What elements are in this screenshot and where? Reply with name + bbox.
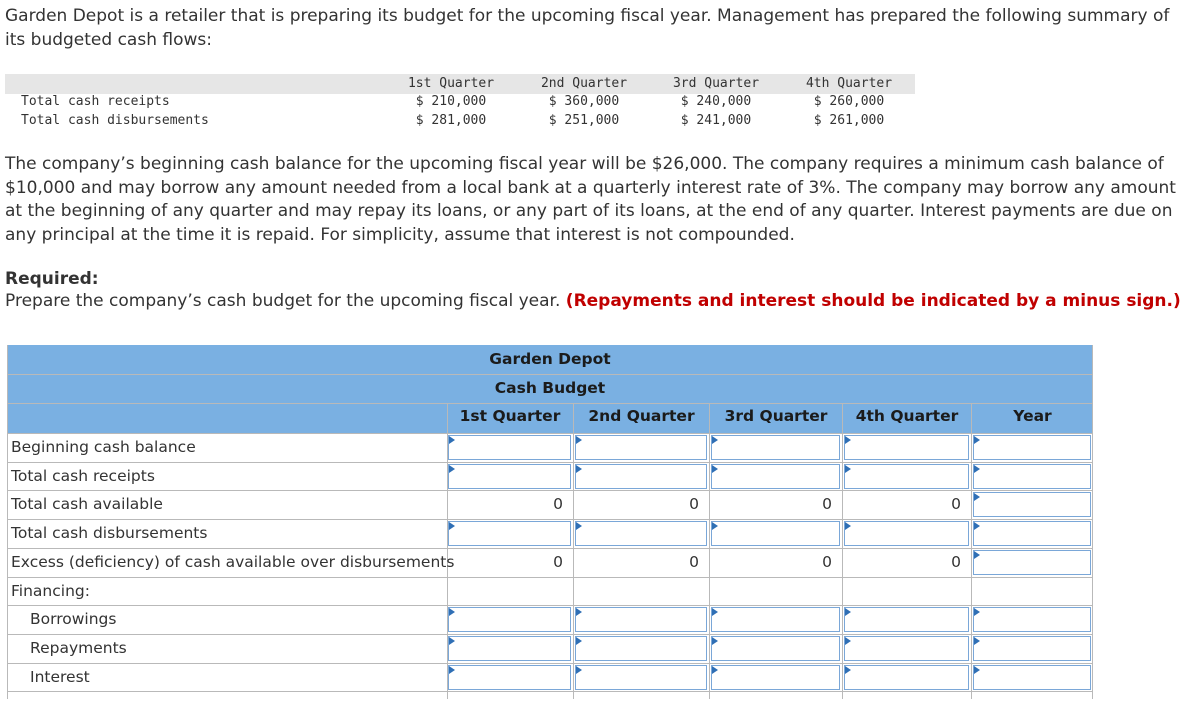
grid-hline [7,462,1093,463]
column-header-q3: 3rd Quarter [724,407,828,425]
amount-input[interactable] [844,607,969,632]
summary-disb-q4: $ 261,000 [813,113,885,128]
amount-input[interactable] [973,492,1091,517]
amount-input[interactable] [711,636,840,661]
input-marker-icon [576,522,582,530]
problem-paragraph: The company’s beginning cash balance for the upcoming fiscal year will be $26,000. The company requires a minimum cash balance of $10,000 and may borrow any amount needed from a local bank at a quarterly interest rate of 3%. The company may borrow any amount at the beginning of any quarter and may repay its loans, or any part of its loans, at the end of any quarter. Interest payments are due on any principal at the time it is repaid. For simplicity, assume that interest is not compounded. [5,154,1176,245]
amount-input[interactable] [973,435,1091,460]
summary-receipts-q2: $ 360,000 [548,94,620,109]
summary-header-q4: 4th Quarter [805,76,893,91]
row-label: Repayments [30,638,127,657]
row-label: Borrowings [30,610,117,629]
amount-input[interactable] [711,521,840,546]
amount-input[interactable] [575,607,707,632]
required-text: Prepare the company’s cash budget for the upcoming fiscal year. [5,291,561,311]
row-label: Interest [30,667,90,686]
input-marker-icon [576,637,582,645]
input-marker-icon [576,436,582,444]
amount-input[interactable] [844,435,969,460]
input-marker-icon [974,551,980,559]
input-marker-icon [845,637,851,645]
amount-input[interactable] [973,521,1091,546]
input-marker-icon [449,465,455,473]
row-label: Excess (deficiency) of cash available over disbursements [11,552,455,571]
amount-input[interactable] [575,521,707,546]
amount-input[interactable] [973,665,1091,690]
amount-input[interactable] [973,464,1091,489]
input-marker-icon [576,465,582,473]
amount-input[interactable] [448,607,571,632]
summary-disb-q2: $ 251,000 [548,113,620,128]
amount-input[interactable] [711,607,840,632]
required-instruction [5,291,1181,311]
grid-hline [7,577,1093,578]
input-marker-icon [449,637,455,645]
summary-header-q3: 3rd Quarter [672,76,760,91]
grid-vline [842,403,843,699]
column-header-q2: 2nd Quarter [588,407,695,425]
column-header-q1: 1st Quarter [459,407,561,425]
computed-value: 0 [951,495,961,514]
amount-input[interactable] [575,665,707,690]
amount-input[interactable] [448,435,571,460]
input-marker-icon [974,666,980,674]
grid-hline [7,548,1093,549]
input-marker-icon [712,666,718,674]
input-marker-icon [449,522,455,530]
summary-row-receipts-label: Total cash receipts [21,94,170,109]
row-label: Total cash receipts [11,466,155,485]
summary-disb-q3: $ 241,000 [680,113,752,128]
summary-receipts-q1: $ 210,000 [415,94,487,109]
grid-vline [971,403,972,699]
summary-header-q2: 2nd Quarter [540,76,628,91]
input-marker-icon [449,436,455,444]
computed-value: 0 [951,552,961,571]
column-header-q4: 4th Quarter [855,407,959,425]
input-marker-icon [712,522,718,530]
input-marker-icon [974,522,980,530]
row-label: Beginning cash balance [11,438,196,456]
grid-hline [7,663,1093,664]
input-marker-icon [712,608,718,616]
computed-value: 0 [553,552,563,571]
budget-title: Cash Budget [494,379,606,397]
amount-input[interactable] [844,665,969,690]
amount-input[interactable] [448,521,571,546]
input-marker-icon [712,436,718,444]
input-marker-icon [576,666,582,674]
grid-vline [1092,345,1093,699]
amount-input[interactable] [448,665,571,690]
row-label: Financing: [11,581,90,600]
amount-input[interactable] [844,636,969,661]
input-marker-icon [712,637,718,645]
summary-disb-q1: $ 281,000 [415,113,487,128]
required-note: (Repayments and interest should be indicated by a minus sign.) [565,291,1181,311]
input-marker-icon [449,608,455,616]
column-header-year: Year [1013,407,1052,425]
amount-input[interactable] [844,521,969,546]
amount-input[interactable] [448,636,571,661]
input-marker-icon [845,666,851,674]
summary-receipts-q3: $ 240,000 [680,94,752,109]
input-marker-icon [845,608,851,616]
amount-input[interactable] [711,665,840,690]
input-marker-icon [974,493,980,501]
grid-hline [7,519,1093,520]
computed-value: 0 [689,495,699,514]
summary-receipts-q4: $ 260,000 [813,94,885,109]
required-heading: Required: [5,269,99,289]
input-marker-icon [974,465,980,473]
input-marker-icon [974,637,980,645]
amount-input[interactable] [973,636,1091,661]
amount-input[interactable] [448,464,571,489]
amount-input[interactable] [575,636,707,661]
input-marker-icon [974,608,980,616]
grid-vline [709,403,710,699]
amount-input[interactable] [973,607,1091,632]
grid-hline [7,433,1093,434]
amount-input[interactable] [844,464,969,489]
grid-hline [7,490,1093,491]
computed-value: 0 [822,552,832,571]
amount-input[interactable] [575,464,707,489]
grid-vline [573,403,574,699]
amount-input[interactable] [973,550,1091,575]
computed-value: 0 [689,552,699,571]
input-marker-icon [845,436,851,444]
company-name: Garden Depot [489,350,611,368]
input-marker-icon [845,522,851,530]
row-label: Total cash available [11,495,163,514]
input-marker-icon [712,465,718,473]
input-marker-icon [974,436,980,444]
computed-value: 0 [822,495,832,514]
intro-paragraph: Garden Depot is a retailer that is preparing its budget for the upcoming fiscal year. Management has prepared the following summary of its budgeted cash flows: [5,6,1170,50]
summary-row-disbursements-label: Total cash disbursements [21,113,209,128]
grid-hline [7,634,1093,635]
cash-budget-table [7,345,1093,695]
grid-vline [7,345,8,699]
grid-hline [7,691,1093,692]
summary-header-q1: 1st Quarter [407,76,495,91]
grid-hline [7,605,1093,606]
amount-input[interactable] [575,435,707,460]
amount-input[interactable] [711,464,840,489]
input-marker-icon [576,608,582,616]
cash-flow-summary-table [5,74,915,132]
input-marker-icon [449,666,455,674]
input-marker-icon [845,465,851,473]
row-label: Total cash disbursements [11,524,208,543]
amount-input[interactable] [711,435,840,460]
computed-value: 0 [553,495,563,514]
